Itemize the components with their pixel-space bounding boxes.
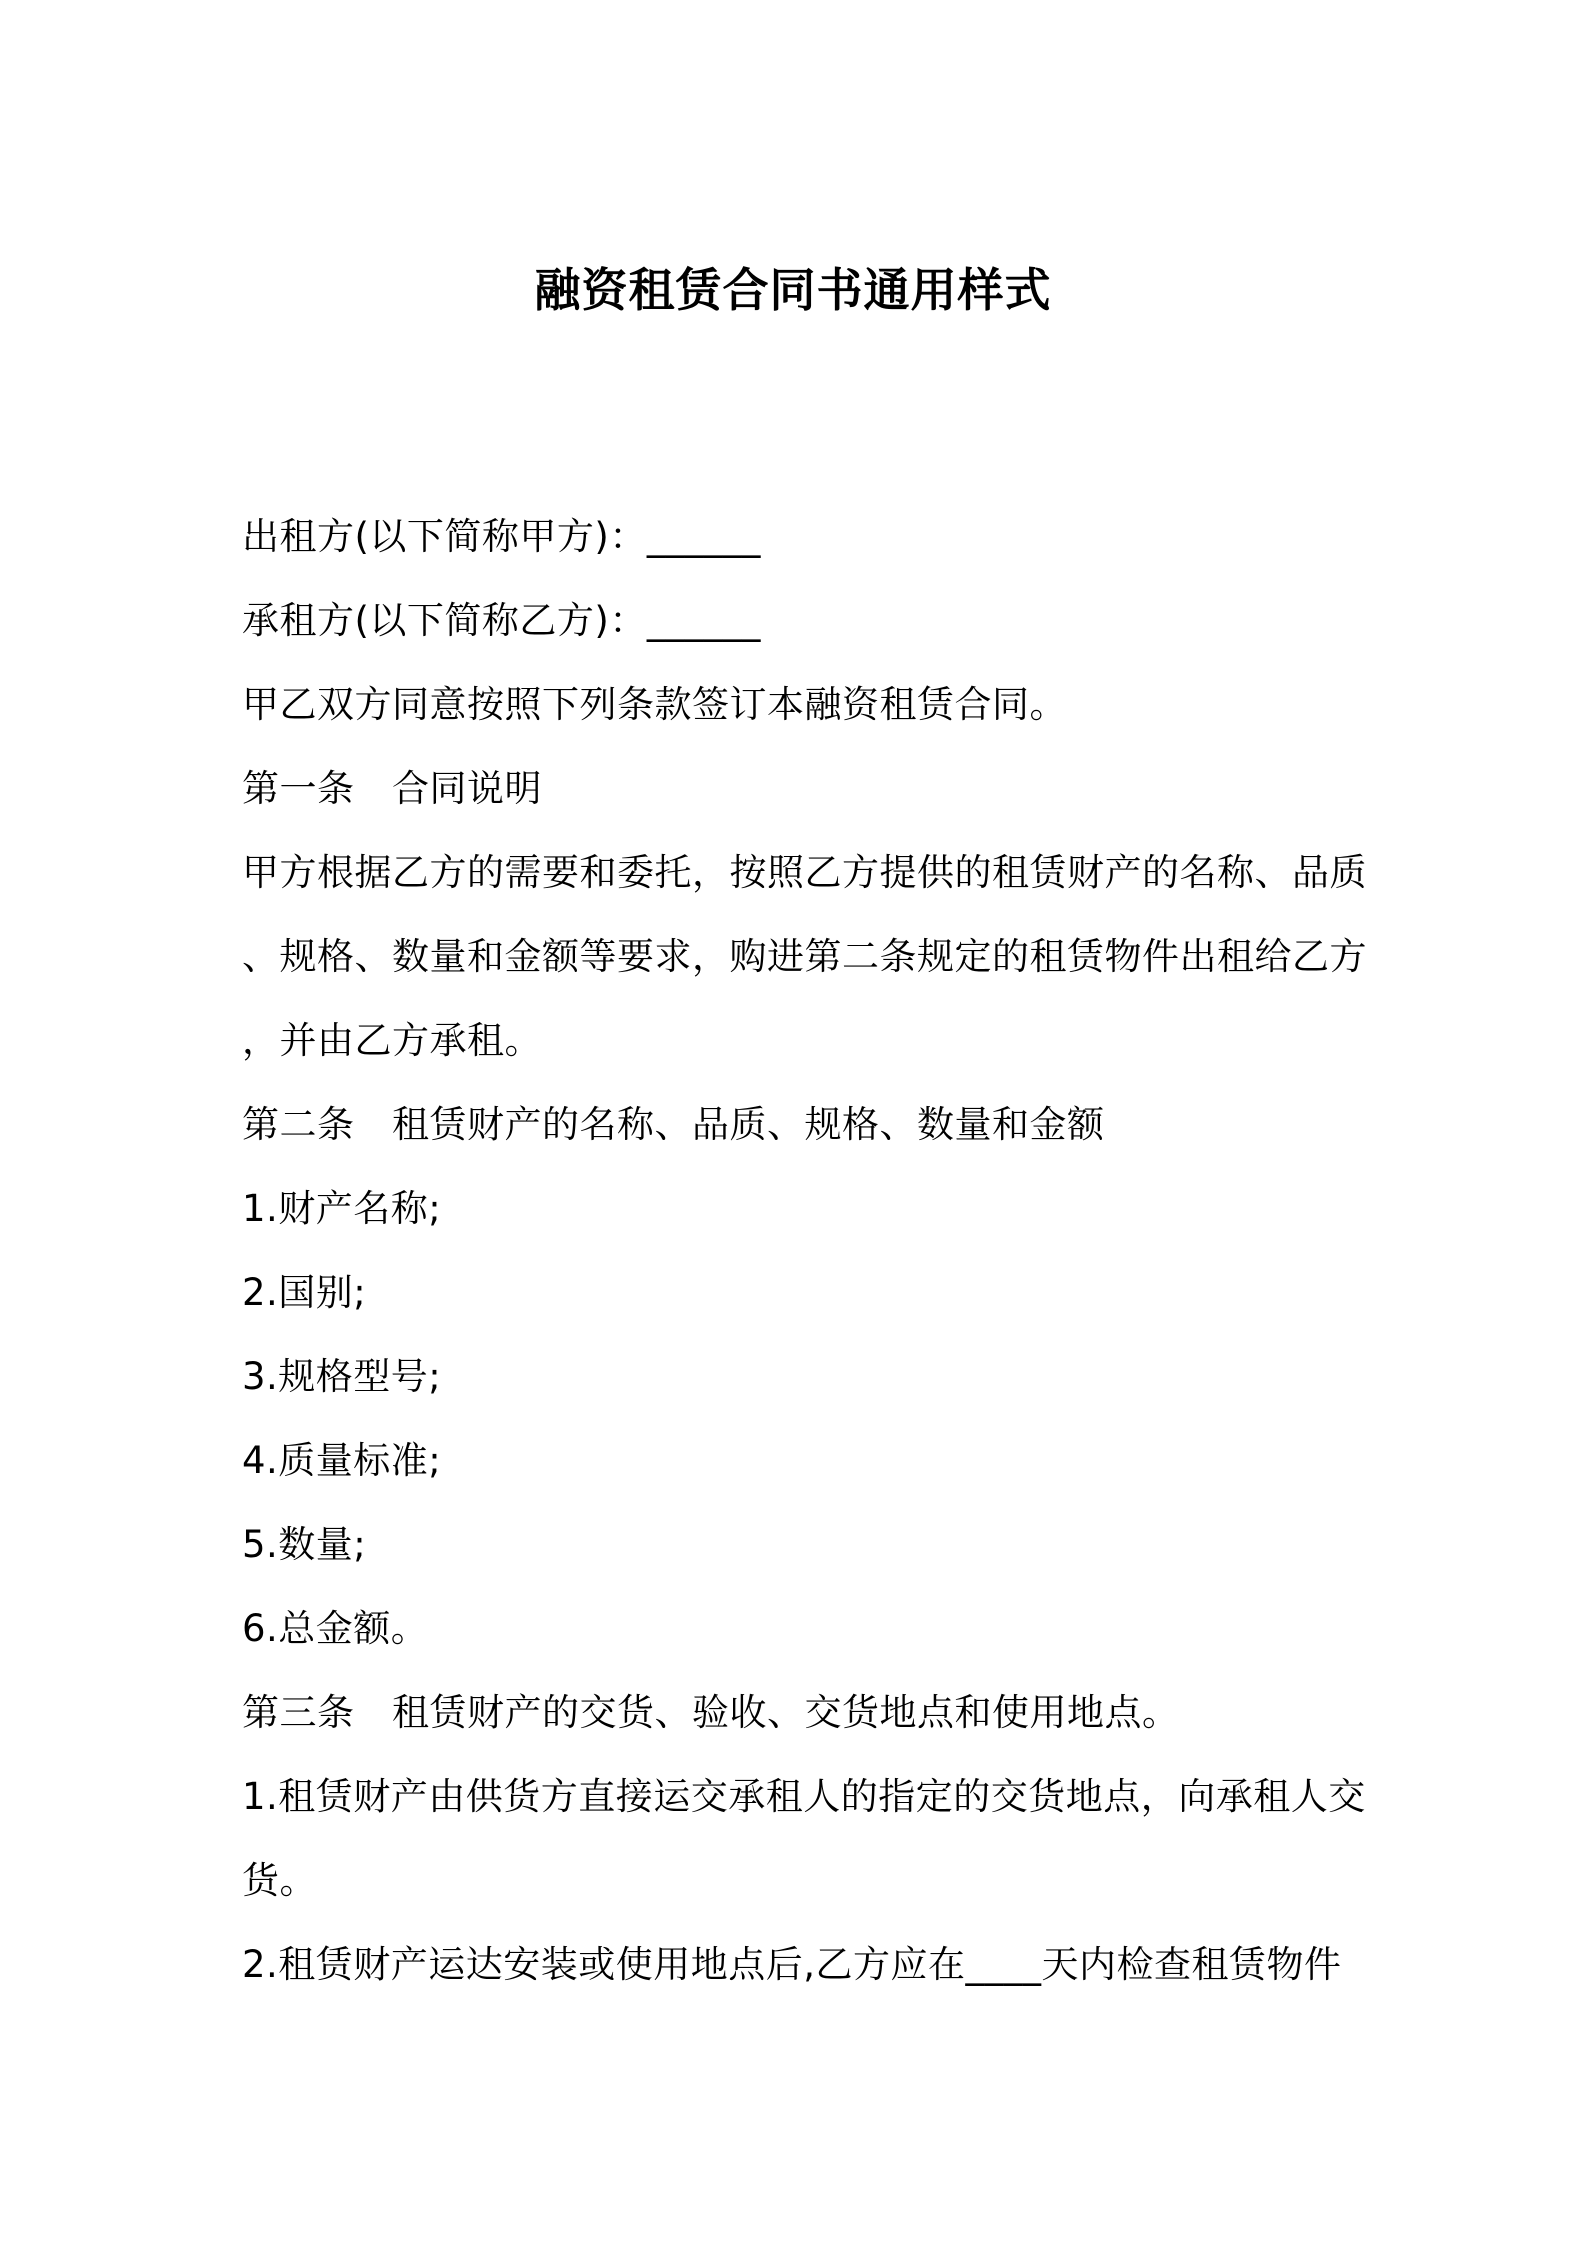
list-item: 3.规格型号; [242,1355,442,1398]
document-body [242,495,1367,2007]
list-item: 2.国别; [242,1271,367,1314]
list-item: 6.总金额。 [242,1607,429,1650]
article-3-item-1-line-1: 1.租赁财产由供货方直接运交承租人的指定的交货地点，向承租人交 [242,1775,1366,1818]
list-item: 4.质量标准; [242,1439,442,1482]
article-1-text-line-3: ，并由乙方承租。 [242,1019,542,1062]
document-title: 融资租赁合同书通用样式 [534,263,1052,317]
article-3-item-2-line-1: 2.租赁财产运达安装或使用地点后,乙方应在____天内检查租赁物件 [242,1943,1342,1986]
article-3-heading: 第三条 租赁财产的交货、验收、交货地点和使用地点。 [242,1691,1180,1734]
list-item: 1.财产名称; [242,1187,442,1230]
list-item: 5.数量; [242,1523,367,1566]
article-1-heading: 第一条 合同说明 [242,767,542,810]
agreement-intro: 甲乙双方同意按照下列条款签订本融资租赁合同。 [242,683,1067,726]
article-2-heading: 第二条 租赁财产的名称、品质、规格、数量和金额 [242,1103,1105,1146]
article-3-item-1-line-2: 货。 [242,1859,317,1902]
article-1-text-line-2: 、规格、数量和金额等要求，购进第二条规定的租赁物件出租给乙方 [242,935,1367,978]
lessor-line: 出租方(以下简称甲方)：______ [242,515,761,558]
article-1-text-line-1: 甲方根据乙方的需要和委托，按照乙方提供的租赁财产的名称、品质 [242,851,1367,894]
lessee-line: 承租方(以下简称乙方)：______ [242,599,761,642]
